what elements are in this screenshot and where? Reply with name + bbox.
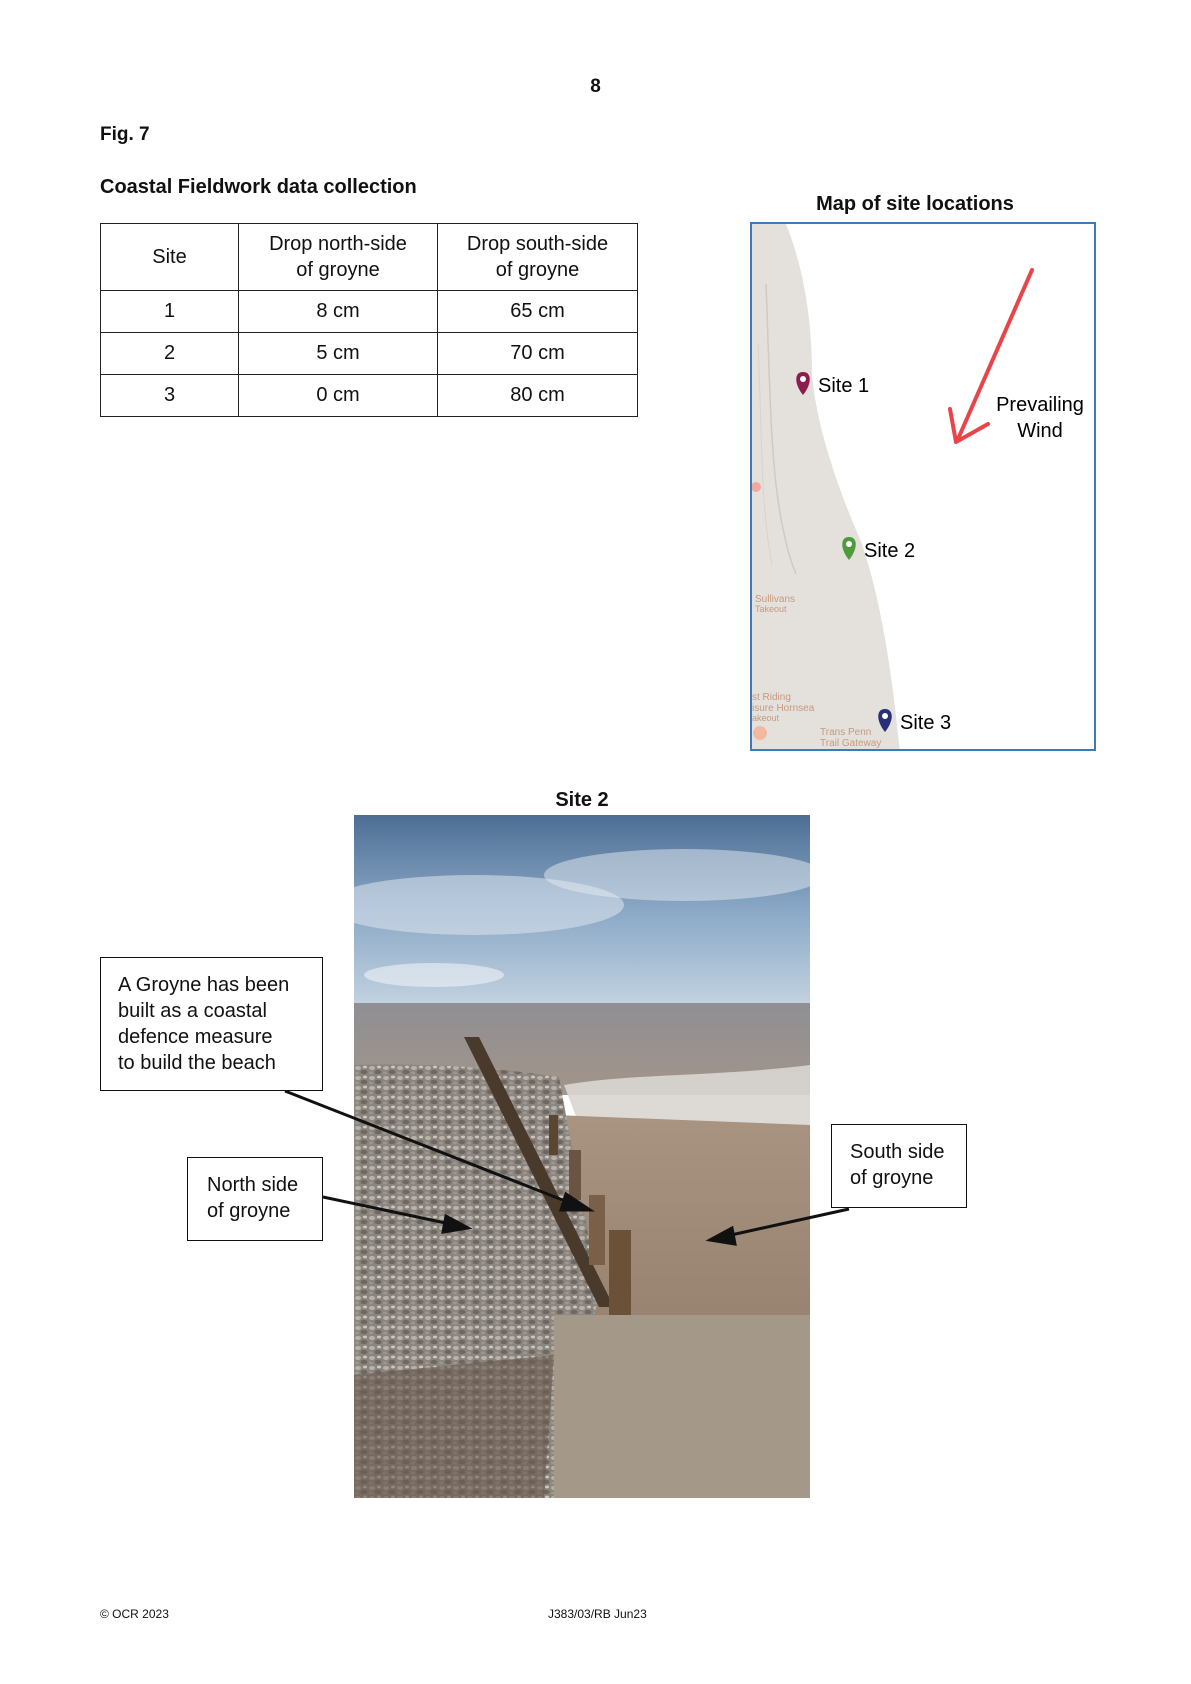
basemap-label: Takeout bbox=[755, 604, 787, 614]
basemap-label: Trail Gateway bbox=[820, 738, 882, 749]
page-number: 8 bbox=[590, 76, 601, 97]
basemap-label: isure Hornsea bbox=[752, 703, 815, 714]
south-side-callout: South side of groyne bbox=[831, 1124, 967, 1208]
header-site: Site bbox=[101, 224, 239, 291]
header-south-drop: Drop south-side of groyne bbox=[438, 224, 638, 291]
south-arrowhead-icon bbox=[710, 1228, 735, 1244]
figure-label: Fig. 7 bbox=[100, 124, 150, 145]
table-cell: 5 cm bbox=[239, 333, 438, 375]
groyne-callout: A Groyne has been built as a coastal defence measure to build the beach bbox=[100, 957, 323, 1091]
header-north-drop: Drop north-side of groyne bbox=[239, 224, 438, 291]
north-pointer-line bbox=[323, 1197, 455, 1225]
north-arrowhead-icon bbox=[443, 1216, 468, 1232]
south-pointer-line bbox=[722, 1209, 849, 1237]
basemap-label: Trans Penn bbox=[820, 727, 872, 738]
site-1-label: Site 1 bbox=[818, 375, 870, 397]
photo-title: Site 2 bbox=[555, 789, 609, 811]
table-cell: 8 cm bbox=[239, 291, 438, 333]
table-cell: 1 bbox=[101, 291, 239, 333]
wind-label-line1: Prevailing bbox=[996, 394, 1084, 416]
site-2-label: Site 2 bbox=[864, 540, 916, 562]
table-cell: 3 bbox=[101, 375, 239, 417]
basemap-label: Sullivans bbox=[755, 594, 796, 605]
footer-code: J383/03/RB Jun23 bbox=[548, 1607, 647, 1621]
table-cell: 80 cm bbox=[438, 375, 638, 417]
table-cell: 2 bbox=[101, 333, 239, 375]
table-cell: 70 cm bbox=[438, 333, 638, 375]
wind-label-line2: Wind bbox=[1017, 420, 1063, 442]
table-cell: 65 cm bbox=[438, 291, 638, 333]
groyne-arrowhead-icon bbox=[561, 1194, 590, 1210]
map-title: Map of site locations bbox=[816, 193, 1014, 215]
site-3-label: Site 3 bbox=[900, 712, 952, 734]
footer-copyright: © OCR 2023 bbox=[100, 1607, 169, 1621]
basemap-label: st Riding bbox=[752, 692, 791, 703]
groyne-pointer-line bbox=[285, 1091, 578, 1206]
north-side-callout: North side of groyne bbox=[187, 1157, 323, 1241]
table-cell: 0 cm bbox=[239, 375, 438, 417]
table-title: Coastal Fieldwork data collection bbox=[100, 176, 417, 198]
basemap-label: akeout bbox=[752, 713, 780, 723]
